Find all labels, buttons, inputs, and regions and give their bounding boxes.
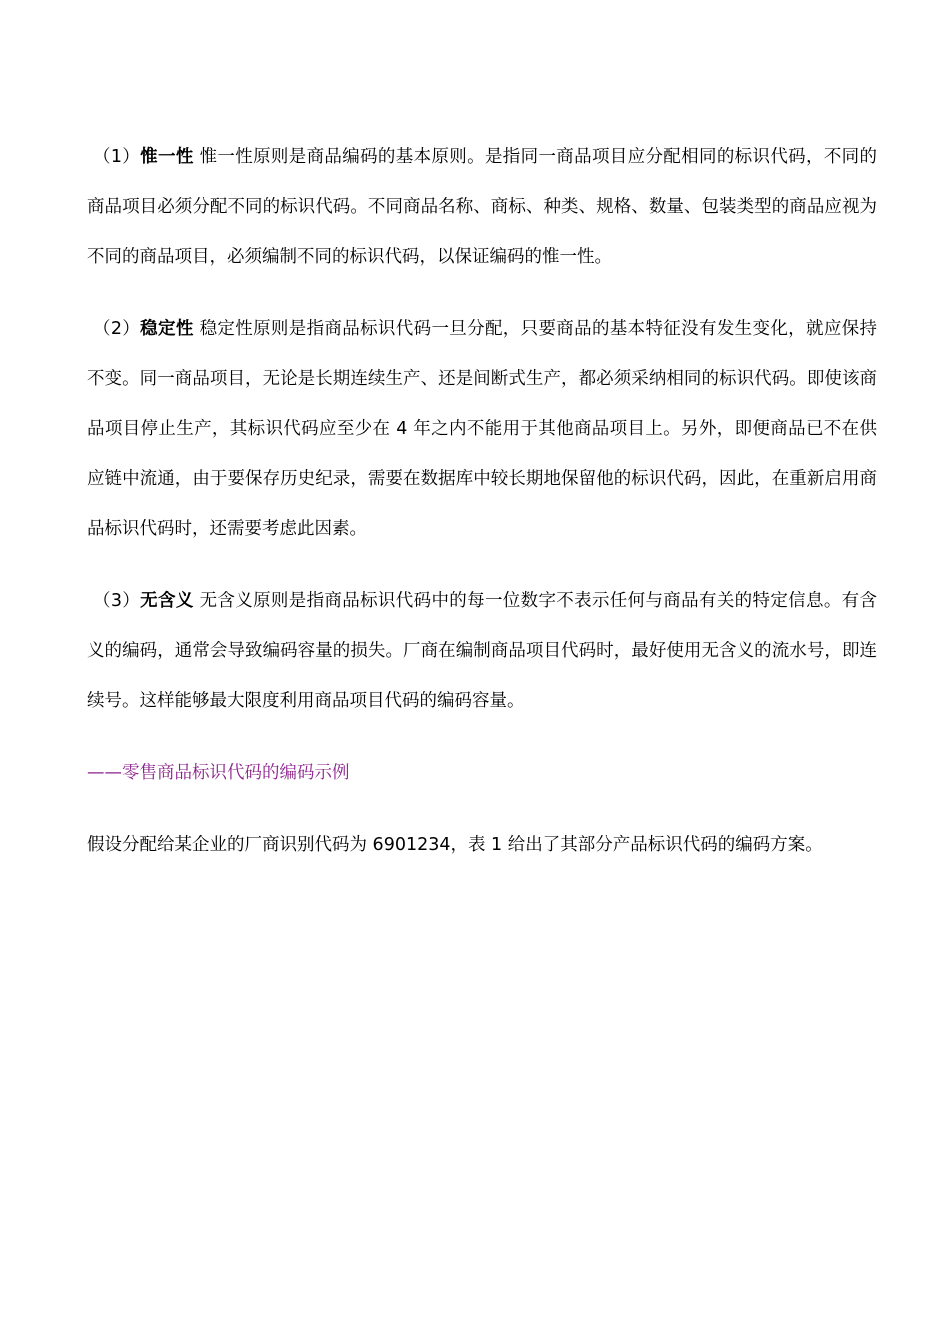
section-term: 稳定性 bbox=[140, 319, 194, 339]
section-body: 无含义原则是指商品标识代码中的每一位数字不表示任何与商品有关的特定信息。有含义的编码，通常会导致编码容量的损失。厂商在编制商品项目代码时，最好使用无含义的流水号，即连续号。这样能够最大限度利用商品项目代码的编码容量。 bbox=[87, 591, 878, 711]
section-body: 惟一性原则是商品编码的基本原则。是指同一商品项目应分配相同的标识代码，不同的商品项目必须分配不同的标识代码。不同商品名称、商标、种类、规格、数量、包装类型的商品应视为不同的商品项目，必须编制不同的标识代码，以保证编码的惟一性。 bbox=[87, 147, 878, 267]
section-term: 无含义 bbox=[140, 591, 194, 611]
example-heading[interactable]: ——零售商品标识代码的编码示例 bbox=[87, 763, 350, 783]
section-body: 稳定性原则是指商品标识代码一旦分配，只要商品的基本特征没有发生变化，就应保持不变。同一商品项目，无论是长期连续生产、还是间断式生产，都必须采纳相同的标识代码。即使该商品项目停止生产，其标识代码应至少在 4 年之内不能用于其他商品项目上。另外，即便商品已不在供应链中流通，由于要保存历史纪录，需要在数据库中较长期地保留他的标识代码，因此，在重新启用商品标识代码时，还需要考虑此因素。 bbox=[87, 319, 878, 539]
section-meaningless bbox=[87, 576, 877, 726]
section-stability bbox=[87, 304, 877, 554]
section-number: （3） bbox=[93, 591, 141, 611]
section-number: （2） bbox=[93, 319, 141, 339]
section-number: （1） bbox=[93, 147, 141, 167]
example-text: 假设分配给某企业的厂商识别代码为 6901234，表 1 给出了其部分产品标识代码的编码方案。 bbox=[87, 835, 823, 855]
section-term: 惟一性 bbox=[140, 147, 194, 167]
document-body bbox=[87, 132, 877, 870]
section-uniqueness bbox=[87, 132, 877, 282]
